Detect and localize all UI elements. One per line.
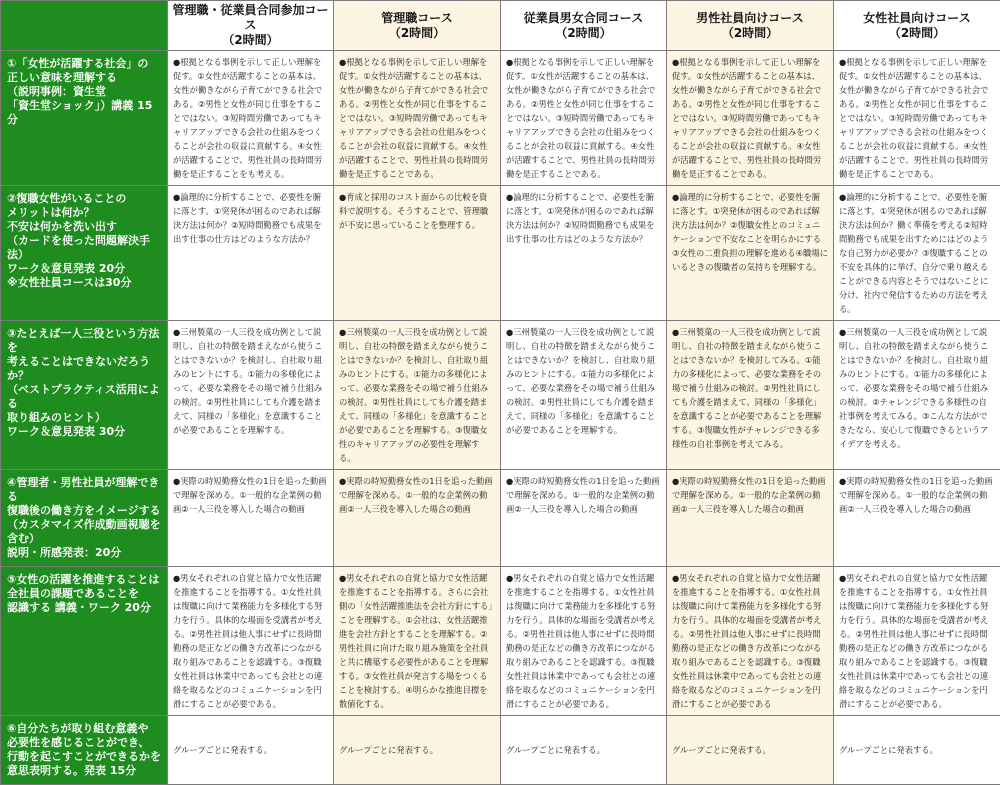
table-row (1, 716, 1000, 785)
table-cell: ●根拠となる事例を示して正しい理解を促す。①女性が活躍することの基本は、女性が働きながら子育てができる社会である。②男性と女性が同じ仕事をすることではない。③短時間労働であってもキャリアアップできる会社の仕組みをつくることが会社の収益に貢献する。④女性が活躍することで、男性社員の長時間労働を是正することをも考える。 (168, 51, 334, 186)
table-cell: ●実際の時短勤務女性の1日を追った動画で理解を深める。①一般的な企業例の動画②一人三役を導入した場合の動画 (667, 470, 834, 567)
row-header: ①「女性が活躍する社会」の 正しい意味を理解する （説明事例：資生堂 「資生堂ショック」）講義 15分 (1, 51, 168, 186)
table-cell: ●根拠となる事例を示して正しい理解を促す。①女性が活躍することの基本は、女性が働きながら子育てができる社会である。②男性と女性が同じ仕事をすることではない。③短時間労働であってもキャリアアップできる会社の仕組みをつくることが会社の収益に貢献する。④女性が活躍することで、男性社員の長時間労働を是正することである。 (834, 51, 1000, 186)
table-cell: ●三州製菓の一人三役を成功例として説明し、自社の特徴を踏まえながら使うことはできないか？を検討してみる。①能力の多様化によって、必要な業務をその場で補う仕組みの検討。②男性社員にしても介護を踏まえて、同様の「多様化」を意識することが必要であることを理解する。③復職女性がチャレンジできる多様性の自社事例を考えてみる。 (667, 321, 834, 470)
table-row (1, 321, 1000, 470)
table-cell: ●男女それぞれの自覚と協力で女性活躍を推進することを指導する。①女性社員は復職に向けて業務能力を多様化する努力を行う。具体的な場面を受講者が考える。②男性社員は他人事にせずに長時間勤務の是正などの働き方改革につながる取り組みであることを認識する。③復職女性社員は休業中であっても会社との連絡を取るなどのコミュニケーションを円滑にすることが必要である。 (834, 567, 1000, 716)
column-title: 管理職コース (337, 11, 497, 26)
table-cell: ●男女それぞれの自覚と協力で女性活躍を推進することを指導する。①女性社員は復職に向けて業務能力を多様化する努力を行う。具体的な場面を受講者が考える。②男性社員は他人事にせずに長時間勤務の是正などの働き方改革につながる取り組みであることを認識する。③復職女性社員は休業中であっても会社との連絡を取るなどのコミュニケーションを円滑にすることが必要である。 (168, 567, 334, 716)
column-title: 女性社員向けコース (837, 11, 997, 26)
column-header (834, 1, 1000, 51)
table-cell: ●根拠となる事例を示して正しい理解を促す。①女性が活躍することの基本は、女性が働きながら子育てができる社会である。②男性と女性が同じ仕事をすることではない。③短時間労働であってもキャリアアップできる会社の仕組みをつくることが会社の収益に貢献する。④女性が活躍することで、男性社員の長時間労働を是正することである。 (334, 51, 501, 186)
table-row (1, 567, 1000, 716)
row-header: ⑥自分たちが取り組む意義や 必要性を感じることができ、 行動を起こすことができるかを 意思表明する。発表 15分 (1, 716, 168, 785)
column-header (334, 1, 501, 51)
column-header (501, 1, 667, 51)
table-cell: ●男女それぞれの自覚と協力で女性活躍を推進することを指導する。①女性社員は復職に向けて業務能力を多様化する努力を行う。具体的な場面を受講者が考える。②男性社員は他人事にせずに長時間勤務の是正などの働き方改革につながる取り組みであることを認識する。③復職女性社員は休業中であっても会社との連絡を取るなどのコミュニケーションを円滑にすることが必要である。 (501, 567, 667, 716)
row-header: ④管理者・男性社員が理解できる 復職後の働き方をイメージする （カスタマイズ作成動画視聴を含む） 説明・所感発表：20分 (1, 470, 168, 567)
table-cell: グループごとに発表する。 (501, 716, 667, 785)
table-cell: ●実際の時短勤務女性の1日を追った動画で理解を深める。①一般的な企業例の動画②一人三役を導入した場合の動画 (334, 470, 501, 567)
table-cell: ●根拠となる事例を示して正しい理解を促す。①女性が活躍することの基本は、女性が働きながら子育てができる社会である。②男性と女性が同じ仕事をすることではない。③短時間労働であってもキャリアアップできる会社の仕組みをつくることが会社の収益に貢献する。④女性が活躍することで、男性社員の長時間労働を是正することである。 (667, 51, 834, 186)
table-cell: グループごとに発表する。 (834, 716, 1000, 785)
table-cell: ●三州製菓の一人三役を成功例として説明し、自社の特徴を踏まえながら使うことはできないか？を検討し、自社取り組みのヒントにする。①能力の多様化によって、必要な業務をその場で補う仕組みの検討。②男性社員にしても介護を踏まえて、同様の「多様化」を意識することが必要であることを理解する。 (501, 321, 667, 470)
column-title: 管理職・従業員合同参加コース (171, 3, 330, 33)
table-cell: ●論理的に分析することで、必要性を腑に落とす。①突発休が困るのであれば解決方法は何か？②復職女性とのコミュニケーションで不安なことを明らかにする③女性の二重負担の理解を進める④職場にいるときの復職者の気持ちを理解する。 (667, 186, 834, 321)
header-corner (1, 1, 168, 51)
table-cell: ●論理的に分析することで、必要性を腑に落とす。①突発休が困るのであれば解決方法は何か？②短時間勤務でも成果を出す仕事の仕方はどのような方法か？ (168, 186, 334, 321)
column-duration: （2時間） (337, 26, 497, 41)
table-cell: ●男女それぞれの自覚と協力で女性活躍を推進することを指導する。さらに会社側の「女性活躍推進法を会社方針にする」ことを理解する。①会社は、女性活躍推進を会社方針とすることを理解する。②男性社員に向けた取り組み施策を全社員と共に構築する必要性があることを理解する。③女性社員が発言する場をつくることを検討する。④明らかな推進目標を数値化する。 (334, 567, 501, 716)
row-header: ⑤女性の活躍を推進することは 全社員の課題であることを 認識する 講義・ワーク 20分 (1, 567, 168, 716)
table-cell: ●男女それぞれの自覚と協力で女性活躍を推進することを指導する。①女性社員は復職に向けて業務能力を多様化する努力を行う。具体的な場面を受講者が考える。②男性社員は他人事にせずに長時間勤務の是正などの働き方改革につながる取り組みであることを認識する。③復職女性社員は休業中であっても会社との連絡を取るなどのコミュニケーションを円滑にすることが必要である (667, 567, 834, 716)
table-cell: ●論理的に分析することで、必要性を腑に落とす。①突発休が困るのであれば解決方法は何か？働く準備を考える②短時間勤務でも成果を出すためにはどのような自己努力が必要か？③復職することの不安を具体的に挙げ、自分で乗り越えることができる内容とそうではないことに分け、社内で発信するための方法を考える。 (834, 186, 1000, 321)
table-cell: ●実際の時短勤務女性の1日を追った動画で理解を深める。①一般的な企業例の動画②一人三役を導入した場合の動画 (834, 470, 1000, 567)
column-duration: （2時間） (504, 26, 663, 41)
table-cell: ●三州製菓の一人三役を成功例として説明し、自社の特徴を踏まえながら使うことはできないか？を検討し、自社取り組みのヒントにする。①能力の多様化によって、必要な業務をその場で補う仕組みの検討。②チャレンジできる多様性の自社事例を考えてみる。③こんな方法ができたなら、安心して復職できるというアイデアを考える。 (834, 321, 1000, 470)
column-header (168, 1, 334, 51)
table-cell: グループごとに発表する。 (334, 716, 501, 785)
column-duration: （2時間） (670, 26, 830, 41)
table-cell: ●根拠となる事例を示して正しい理解を促す。①女性が活躍することの基本は、女性が働きながら子育てができる社会である。②男性と女性が同じ仕事をすることではない。③短時間労働であってもキャリアアップできる会社の仕組みをつくることが会社の収益に貢献する。④女性が活躍することで、男性社員の長時間労働を是正することである。 (501, 51, 667, 186)
table-cell: ●実際の時短勤務女性の1日を追った動画で理解を深める。①一般的な企業例の動画②一人三役を導入した場合の動画 (501, 470, 667, 567)
row-header: ③たとえば一人三役という方法を 考えることはできないだろうか？ （ベストプラクティス活用による 取り組みのヒント） ワーク＆意見発表 30分 (1, 321, 168, 470)
column-header (667, 1, 834, 51)
column-duration: （2時間） (837, 26, 997, 41)
row-header: ②復職女性がいることの メリットは何か？ 不安は何かを洗い出す （カードを使った問題解決手法） ワーク＆意見発表 20分 ※女性社員コースは30分 (1, 186, 168, 321)
column-duration: （2時間） (171, 33, 330, 48)
table-cell: ●実際の時短勤務女性の1日を追った動画で理解を深める。①一般的な企業例の動画②一人三役を導入した場合の動画 (168, 470, 334, 567)
table-cell: ●論理的に分析することで、必要性を腑に落とす。①突発休が困るのであれば解決方法は何か？②短時間勤務でも成果を出す仕事の仕方はどのような方法か？ (501, 186, 667, 321)
table-cell: ●育成と採用のコスト面からの比較を資料で説明する。そうすることで、管理職が不安に思っていることを整理する。 (334, 186, 501, 321)
header-row (1, 1, 1000, 51)
table-row (1, 470, 1000, 567)
table-row (1, 51, 1000, 186)
table-cell: ●三州製菓の一人三役を成功例として説明し、自社の特徴を踏まえながら使うことはできないか？を検討し、自社取り組みのヒントにする。①能力の多様化によって、必要な業務をその場で補う仕組みの検討。②男性社員にしても介護を踏まえて、同様の「多様化」を意識することが必要であることを理解する。 (168, 321, 334, 470)
column-title: 男性社員向けコース (670, 11, 830, 26)
table-cell: グループごとに発表する。 (168, 716, 334, 785)
table-cell: グループごとに発表する。 (667, 716, 834, 785)
table-cell: ●三州製菓の一人三役を成功例として説明し、自社の特徴を踏まえながら使うことはできないか？を検討し、自社取り組みのヒントにする。①能力の多様化によって、必要な業務をその場で補う仕組みの検討。②男性社員にしても介護を踏まえて、同様の「多様化」を意識することが必要であることを理解する。③復職女性のキャリアアップの必要性を理解する。 (334, 321, 501, 470)
column-title: 従業員男女合同コース (504, 11, 663, 26)
table-row (1, 186, 1000, 321)
